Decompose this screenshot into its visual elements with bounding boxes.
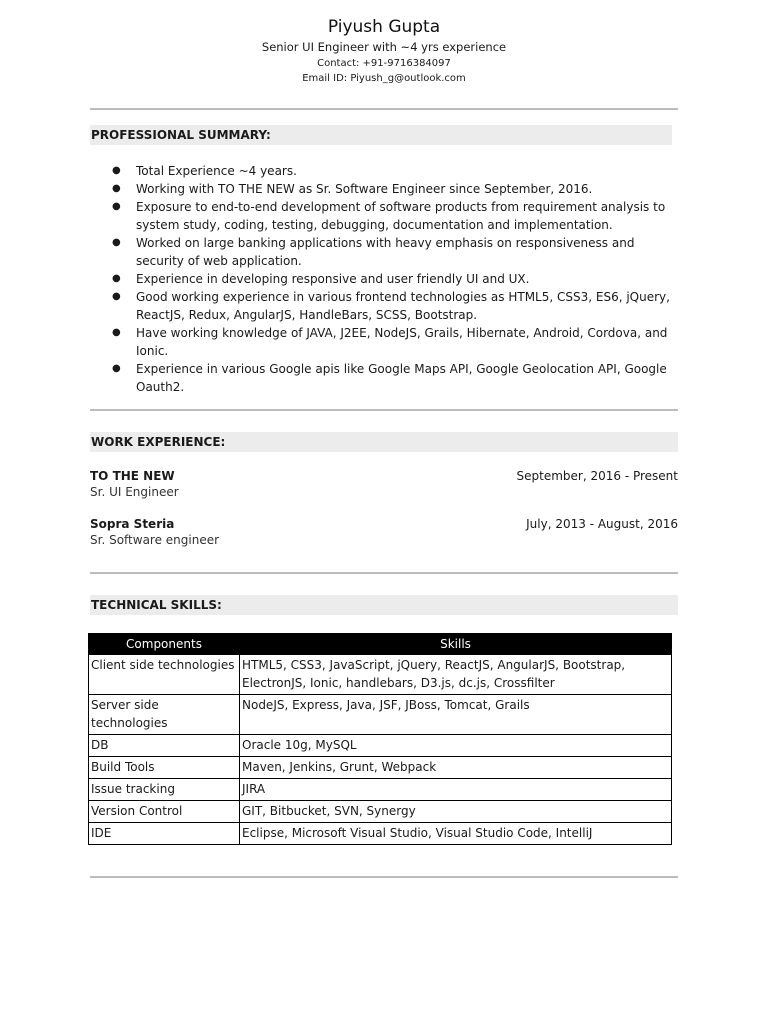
divider xyxy=(90,409,678,411)
table-row xyxy=(89,735,672,757)
candidate-name: Piyush Gupta xyxy=(327,17,441,37)
bullet-icon: ● xyxy=(112,237,121,248)
skills-cell: Oracle 10g, MySQL xyxy=(240,735,672,757)
work-heading: WORK EXPERIENCE: xyxy=(90,432,678,452)
bullet-icon: ● xyxy=(112,273,121,284)
component-cell: Client side technologies xyxy=(89,655,240,695)
table-row xyxy=(89,779,672,801)
job-company: TO THE NEW xyxy=(90,469,175,483)
list-item: ● Worked on large banking applications with heavy emphasis on responsiveness and security of web application. xyxy=(112,236,635,268)
skills-cell: NodeJS, Express, Java, JSF, JBoss, Tomcat, Grails xyxy=(240,695,672,735)
resume-header xyxy=(0,16,768,86)
bullet-icon: ● xyxy=(112,291,121,302)
table-row xyxy=(89,801,672,823)
job-dates: July, 2013 - August, 2016 xyxy=(526,517,678,531)
component-cell: Server side technologies xyxy=(89,695,240,735)
job-entry xyxy=(90,516,678,548)
skills-cell: Maven, Jenkins, Grunt, Webpack xyxy=(240,757,672,779)
divider xyxy=(90,876,678,878)
list-item: ● Total Experience ~4 years. xyxy=(112,164,297,178)
skills-cell: Eclipse, Microsoft Visual Studio, Visual Studio Code, IntelliJ xyxy=(240,823,672,845)
skills-heading: TECHNICAL SKILLS: xyxy=(90,595,678,615)
component-cell: Build Tools xyxy=(89,757,240,779)
bullet-icon: ● xyxy=(112,183,121,194)
bullet-icon: ● xyxy=(112,165,121,176)
skills-cell: HTML5, CSS3, JavaScript, jQuery, ReactJS, AngularJS, Bootstrap, ElectronJS, Ionic, handlebars, D3.js, dc.js, Crossfilter xyxy=(240,655,672,695)
table-row xyxy=(89,655,672,695)
list-item: ● Exposure to end-to-end development of software products from requirement analysis to system study, coding, testing, debugging, documentation and implementation. xyxy=(112,200,666,232)
component-cell: Version Control xyxy=(89,801,240,823)
table-header-row xyxy=(89,634,672,655)
summary-heading: PROFESSIONAL SUMMARY: xyxy=(90,125,672,145)
list-item: ● Good working experience in various frontend technologies as HTML5, CSS3, ES6, jQuery, ReactJS, Redux, AngularJS, HandleBars, SCSS, Bootstrap. xyxy=(112,290,670,322)
skills-cell: GIT, Bitbucket, SVN, Synergy xyxy=(240,801,672,823)
candidate-tagline: Senior UI Engineer with ~4 yrs experience xyxy=(261,40,507,54)
bullet-icon: ● xyxy=(112,327,121,338)
column-header-skills: Skills xyxy=(240,634,672,655)
skills-table xyxy=(88,633,672,845)
divider xyxy=(90,572,678,574)
table-row xyxy=(89,695,672,735)
bullet-icon: ● xyxy=(112,201,121,212)
list-item: ● Experience in various Google apis like Google Maps API, Google Geolocation API, Google Oauth2. xyxy=(112,362,667,394)
list-item: ● Experience in developing responsive and user friendly UI and UX. xyxy=(112,272,530,286)
summary-list xyxy=(112,162,682,396)
bullet-icon: ● xyxy=(112,363,121,374)
job-role: Sr. Software engineer xyxy=(90,533,220,547)
job-entry xyxy=(90,468,678,500)
contact-phone: Contact: +91-9716384097 xyxy=(317,58,451,69)
job-role: Sr. UI Engineer xyxy=(90,485,179,499)
divider xyxy=(90,108,678,110)
component-cell: DB xyxy=(89,735,240,757)
table-row xyxy=(89,823,672,845)
job-company: Sopra Steria xyxy=(90,517,175,531)
skills-cell: JIRA xyxy=(240,779,672,801)
list-item: ● Working with TO THE NEW as Sr. Software Engineer since September, 2016. xyxy=(112,182,593,196)
column-header-components: Components xyxy=(89,634,240,655)
contact-email: Email ID: Piyush_g@outlook.com xyxy=(302,73,466,84)
table-row xyxy=(89,757,672,779)
list-item: ● Have working knowledge of JAVA, J2EE, NodeJS, Grails, Hibernate, Android, Cordova, and Ionic. xyxy=(112,326,668,358)
job-dates: September, 2016 - Present xyxy=(516,469,678,483)
component-cell: Issue tracking xyxy=(89,779,240,801)
component-cell: IDE xyxy=(89,823,240,845)
